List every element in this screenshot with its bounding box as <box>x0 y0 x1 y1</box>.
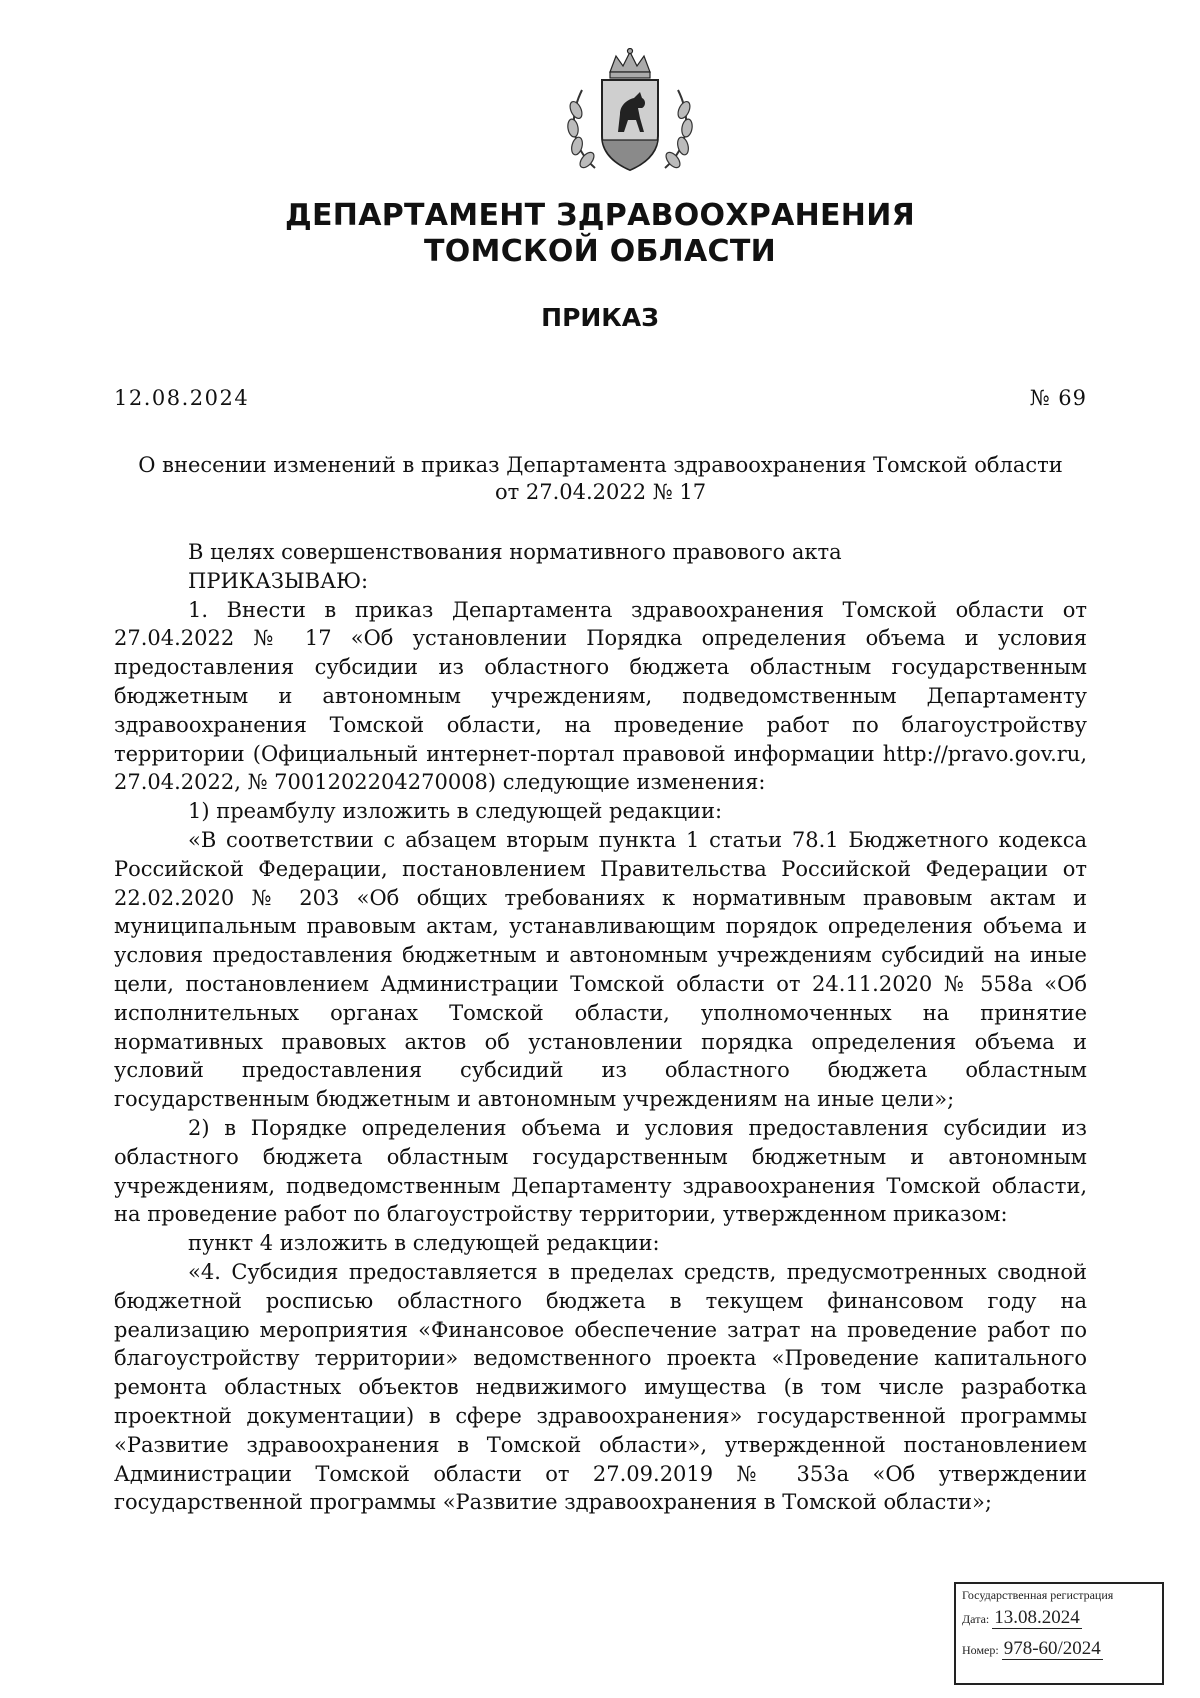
subitem-1-paragraph: 1) преамбулу изложить в следующей редакции: <box>188 799 723 824</box>
stamp-date-label: Дата: <box>962 1612 990 1626</box>
stamp-number-label: Номер: <box>962 1643 999 1657</box>
stamp-date-row <box>962 1603 1156 1634</box>
stamp-number-row <box>962 1634 1156 1665</box>
point-4-quote-paragraph: «4. Субсидия предоставляется в пределах средств, предусмотренных сводной бюджетной росписью областного бюджета в текущем финансовом году на реализацию мероприятия «Финансовое обеспечение затрат на проведение работ по благоустройству территории» ведомственного проекта «Проведение капитального ремонта областных объектов недвижимого имущества (в том числе разработка проектной документации) в сфере здравоохранения» государственной программы «Развитие здравоохранения в Томской области», утвержденной постановлением Администрации Томской области от 27.09.2019 № 353а «Об утверждении государственной программы «Развитие здравоохранения в Томской области»; <box>114 1259 1087 1515</box>
subject-line-2: от 27.04.2022 № 17 <box>494 480 707 504</box>
subject-line-1: О внесении изменений в приказ Департамента здравоохранения Томской области <box>138 453 1063 477</box>
organization-name <box>0 198 1200 270</box>
stamp-number-value: 978-60/2024 <box>1003 1638 1101 1659</box>
preamble-quote-paragraph: «В соответствии с абзацем вторым пункта 1 статьи 78.1 Бюджетного кодекса Российской Федерации, постановлением Правительства Российской Федерации от 22.02.2020 № 203 «Об общих требованиях к нормативным правовым актам и муниципальным правовым актам, устанавливающим порядок определения объема и условия предоставления бюджетным и автономным учреждениям субсидий на иные цели, постановлением Администрации Томской области от 24.11.2020 № 558а «Об исполнительных органах Томской области, уполномоченных на принятие нормативных правовых актов об установлении порядка определения объема и условий предоставления субсидий из областного бюджета областным государственным бюджетным и автономным учреждениям на иные цели»; <box>114 827 1087 1112</box>
document-number: № 69 <box>1029 386 1087 410</box>
stamp-title: Государственная регистрация <box>962 1588 1114 1602</box>
document-date: 12.08.2024 <box>114 386 250 410</box>
subitem-2-paragraph: 2) в Порядке определения объема и условия предоставления субсидии из областного бюджета областным государственным бюджетным и автономным учреждениям, подведомственным Департаменту здравоохранения Томской области, на проведение работ по благоустройству территории, утвержденном приказом: <box>114 1115 1087 1227</box>
item-1-paragraph: 1. Внести в приказ Департамента здравоохранения Томской области от 27.04.2022 № 17 «Об установлении Порядка определения объема и условия предоставления субсидии из областного бюджета областным государственным бюджетным и автономным учреждениям, подведомственным Департаменту здравоохранения Томской области, на проведение работ по благоустройству территории (Официальный интернет-портал правовой информации http://pravo.gov.ru, 27.04.2022, № 7001202204270008) следующие изменения: <box>114 597 1087 795</box>
document-body <box>114 538 1087 1517</box>
coat-of-arms-emblem <box>560 48 700 178</box>
org-line-1: ДЕПАРТАМЕНТ ЗДРАВООХРАНЕНИЯ <box>284 198 916 233</box>
order-word: ПРИКАЗЫВАЮ: <box>188 568 369 593</box>
document-type: ПРИКАЗ <box>541 303 659 332</box>
purpose-paragraph: В целях совершенствования нормативного правового акта <box>188 540 842 564</box>
document-subject <box>114 452 1087 506</box>
registration-stamp <box>954 1582 1164 1685</box>
org-line-2: ТОМСКОЙ ОБЛАСТИ <box>423 234 776 269</box>
point-4-intro: пункт 4 изложить в следующей редакции: <box>188 1231 660 1256</box>
stamp-date-value: 13.08.2024 <box>994 1607 1080 1628</box>
